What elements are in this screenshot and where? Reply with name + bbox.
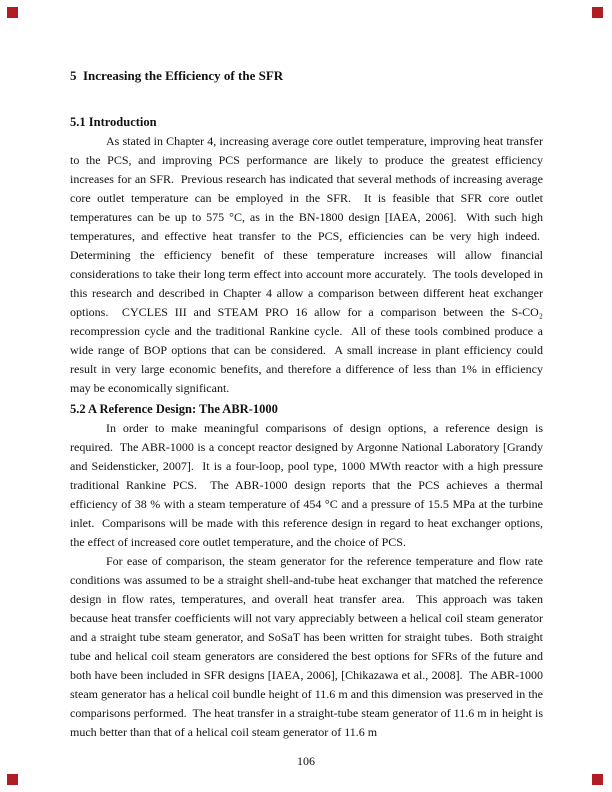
corner-marker xyxy=(7,7,18,18)
paragraph-introduction: As stated in Chapter 4, increasing average core outlet temperature, improving heat transfer to the PCS, and improving PCS performance are likely to produce the greatest efficiency increases for an SFR. Previous research has indicated that several methods of increasing average core outlet temperature can be employed in the SFR. It is feasible that SFR core outlet temperatures can be up to 575 °C, as in the BN-1800 design [IAEA, 2006]. With such high temperatures, and effective heat transfer to the PCS, efficiencies can be very high indeed. Determining the efficiency benefit of these temperature increases will allow financial considerations to take their long term effect into account more accurately. The tools developed in this research and described in Chapter 4 allow a comparison between different heat exchanger options. CYCLES III and STEAM PRO 16 allow for a comparison between the S-CO₂ recompression cycle and the traditional Rankine cycle. All of these tools combined produce a wide range of BOP options that can be considered. A small increase in plant efficiency could result in very large economic benefits, and therefore a difference of less than 1% in efficiency may be economically significant. xyxy=(70,134,543,395)
paragraph-reference-design-1: In order to make meaningful comparisons of design options, a reference design is required. The ABR-1000 is a concept reactor designed by Argonne National Laboratory [Grandy and Seidensticker, 2007]. It is a four-loop, pool type, 1000 MWth reactor with a high pressure traditional Rankine PCS. The ABR-1000 design reports that the PCS achieves a thermal efficiency of 38 % with a steam temperature of 454 °C and a pressure of 15.5 MPa at the turbine inlet. Comparisons will be made with this reference design in regard to heat exchanger options, the effect of increased core outlet temperature, and the choice of PCS. xyxy=(70,421,543,549)
chapter-heading: 5 Increasing the Efficiency of the SFR xyxy=(70,68,284,83)
corner-marker xyxy=(7,774,18,785)
paragraph-reference-design-2: For ease of comparison, the steam generator for the reference temperature and flow rate conditions was assumed to be a straight shell-and-tube heat exchanger that matched the reference design in flow rates, temperatures, and overall heat transfer area. This approach was taken because heat transfer coefficients will not vary appreciably between a helical coil steam generator and a straight tube steam generator, and SoSaT has been written for straight tubes. Both straight tube and helical coil steam generators are considered the best options for SFRs of the future and both have been included in SFR designs [IAEA, 2006], [Chikazawa et al., 2008]. The ABR-1000 steam generator has a helical coil bundle height of 11.6 m and this dimension was preserved in the comparisons performed. The heat transfer in a straight-tube steam generator of 11.6 m in height is much better than that of a helical coil steam generator of 11.6 m xyxy=(70,554,543,739)
section-heading-introduction: 5.1 Introduction xyxy=(70,115,157,129)
section-heading-reference-design: 5.2 A Reference Design: The ABR-1000 xyxy=(70,402,278,416)
corner-marker xyxy=(592,7,603,18)
corner-marker xyxy=(592,774,603,785)
page-number: 106 xyxy=(297,754,315,768)
page-content xyxy=(70,66,543,742)
